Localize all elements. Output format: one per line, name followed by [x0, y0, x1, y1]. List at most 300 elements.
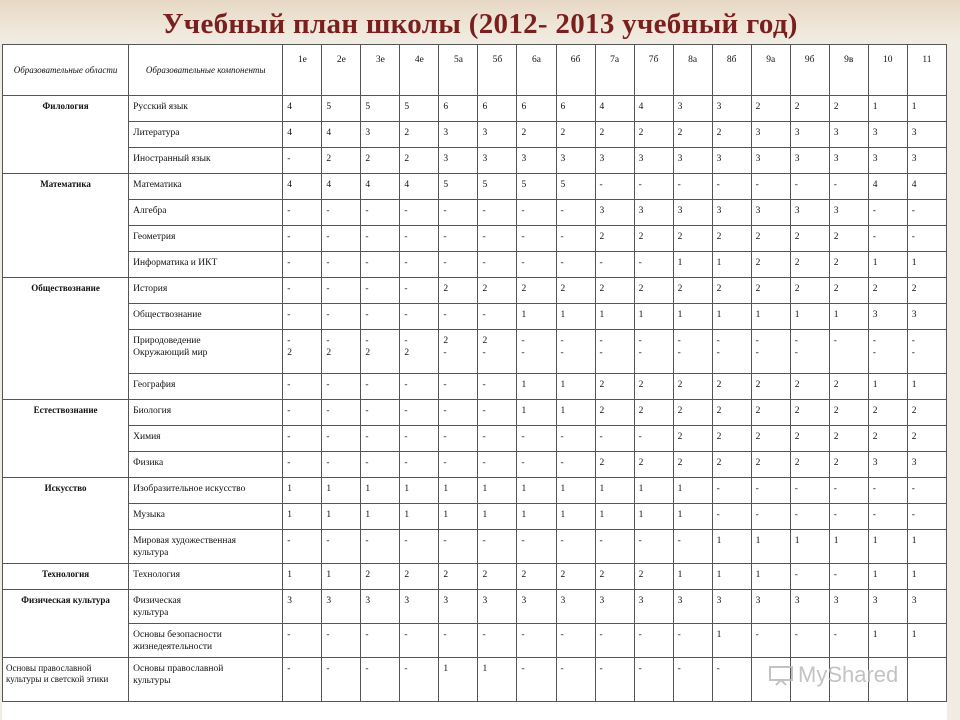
- hours-cell: -: [322, 530, 361, 564]
- hours-cell: 1: [439, 478, 478, 504]
- hours-cell: -: [283, 304, 322, 330]
- hours-cell: 3: [634, 590, 673, 624]
- hours-cell: -: [712, 504, 751, 530]
- header-grade: 7б: [634, 45, 673, 96]
- hours-cell: 1: [829, 304, 868, 330]
- hours-cell: -: [283, 400, 322, 426]
- hours-cell: 1: [673, 252, 712, 278]
- hours-cell: 1: [907, 96, 946, 122]
- hours-cell: 2: [751, 252, 790, 278]
- table-row: [3, 452, 947, 478]
- hours-cell: -: [517, 226, 556, 252]
- hours-cell: 3: [790, 200, 829, 226]
- hours-cell: 3: [868, 304, 907, 330]
- hours-cell: -: [556, 226, 595, 252]
- hours-cell: -: [478, 426, 517, 452]
- hours-cell: 2: [478, 564, 517, 590]
- watermark-text: MyShared: [798, 662, 899, 687]
- presentation-icon: [768, 664, 794, 686]
- header-grade: 1е: [283, 45, 322, 96]
- hours-cell: -: [322, 304, 361, 330]
- hours-cell: -: [322, 278, 361, 304]
- hours-cell: -: [478, 200, 517, 226]
- hours-cell: -: [361, 400, 400, 426]
- hours-cell: 3: [556, 590, 595, 624]
- hours-cell: 2: [712, 426, 751, 452]
- hours-cell: 1: [517, 374, 556, 400]
- header-grade: 2е: [322, 45, 361, 96]
- hours-cell: 3: [868, 452, 907, 478]
- hours-cell: 3: [790, 590, 829, 624]
- hours-cell: 2: [556, 564, 595, 590]
- hours-cell: -: [283, 278, 322, 304]
- hours-cell: 1: [712, 530, 751, 564]
- hours-cell: -: [283, 426, 322, 452]
- hours-cell: -: [439, 252, 478, 278]
- hours-cell: -: [478, 252, 517, 278]
- hours-cell: 1: [517, 400, 556, 426]
- hours-cell: 1: [868, 564, 907, 590]
- hours-cell: -: [361, 426, 400, 452]
- hours-cell: 1: [673, 304, 712, 330]
- hours-cell: 3: [517, 148, 556, 174]
- hours-cell: 2: [556, 122, 595, 148]
- hours-cell: 3: [829, 200, 868, 226]
- hours-cell: 3: [829, 122, 868, 148]
- header-grade: 3е: [361, 45, 400, 96]
- hours-cell: 2: [595, 122, 634, 148]
- hours-cell: -: [400, 400, 439, 426]
- hours-cell: -: [283, 624, 322, 658]
- hours-cell: 2: [751, 226, 790, 252]
- table-row: [3, 478, 947, 504]
- hours-cell: 5: [556, 174, 595, 200]
- hours-cell: 3: [556, 148, 595, 174]
- hours-cell: -: [439, 304, 478, 330]
- hours-cell: 3: [478, 148, 517, 174]
- hours-cell: -: [400, 374, 439, 400]
- table-row: [3, 374, 947, 400]
- table-row: [3, 530, 947, 564]
- table-row: [3, 504, 947, 530]
- component-cell: Физическая культура: [129, 590, 283, 624]
- hours-cell: -: [517, 624, 556, 658]
- hours-cell: 1: [868, 374, 907, 400]
- header-grade: 9а: [751, 45, 790, 96]
- hours-cell: -: [283, 374, 322, 400]
- hours-cell: - -: [556, 330, 595, 374]
- hours-cell: -: [361, 658, 400, 702]
- hours-cell: 2: [712, 278, 751, 304]
- watermark: [768, 658, 938, 692]
- hours-cell: 2: [829, 226, 868, 252]
- hours-cell: 3: [517, 590, 556, 624]
- hours-cell: -: [400, 452, 439, 478]
- hours-cell: -: [790, 624, 829, 658]
- hours-cell: -: [400, 530, 439, 564]
- hours-cell: 2: [634, 122, 673, 148]
- component-cell: Основы безопасности жизнедеятельности: [129, 624, 283, 658]
- hours-cell: 3: [751, 148, 790, 174]
- hours-cell: 2 -: [478, 330, 517, 374]
- hours-cell: 5: [517, 174, 556, 200]
- component-cell: Алгебра: [129, 200, 283, 226]
- hours-cell: 2: [634, 452, 673, 478]
- hours-cell: 1: [673, 564, 712, 590]
- hours-cell: -: [790, 564, 829, 590]
- hours-cell: 2: [829, 400, 868, 426]
- hours-cell: 1: [322, 478, 361, 504]
- hours-cell: 3: [634, 148, 673, 174]
- hours-cell: -: [751, 174, 790, 200]
- hours-cell: -: [712, 658, 751, 702]
- hours-cell: 1: [595, 478, 634, 504]
- hours-cell: -: [361, 200, 400, 226]
- hours-cell: -: [517, 252, 556, 278]
- hours-cell: 1: [283, 564, 322, 590]
- hours-cell: 2: [634, 278, 673, 304]
- table-row: [3, 590, 947, 624]
- hours-cell: -: [907, 226, 946, 252]
- hours-cell: -: [556, 624, 595, 658]
- hours-cell: - -: [751, 330, 790, 374]
- hours-cell: 2: [751, 96, 790, 122]
- hours-cell: 3: [751, 590, 790, 624]
- hours-cell: -: [361, 374, 400, 400]
- hours-cell: -: [634, 252, 673, 278]
- header-grade: 8б: [712, 45, 751, 96]
- hours-cell: 2: [634, 226, 673, 252]
- hours-cell: -: [829, 504, 868, 530]
- hours-cell: 3: [790, 122, 829, 148]
- hours-cell: 2: [361, 564, 400, 590]
- hours-cell: 3: [712, 96, 751, 122]
- hours-cell: 2: [673, 122, 712, 148]
- hours-cell: 1: [868, 530, 907, 564]
- table-row: [3, 426, 947, 452]
- hours-cell: -: [361, 304, 400, 330]
- hours-cell: -: [283, 252, 322, 278]
- hours-cell: 5: [439, 174, 478, 200]
- hours-cell: -: [478, 226, 517, 252]
- hours-cell: -: [478, 304, 517, 330]
- hours-cell: 4: [400, 174, 439, 200]
- hours-cell: -: [322, 426, 361, 452]
- hours-cell: 2: [595, 452, 634, 478]
- area-cell: Филология: [3, 96, 129, 174]
- hours-cell: 1: [478, 658, 517, 702]
- hours-cell: -: [439, 400, 478, 426]
- header-grade: 5а: [439, 45, 478, 96]
- table-row: [3, 624, 947, 658]
- hours-cell: 2: [595, 226, 634, 252]
- hours-cell: 1: [283, 478, 322, 504]
- hours-cell: 2: [400, 148, 439, 174]
- hours-cell: - 2: [361, 330, 400, 374]
- hours-cell: - -: [634, 330, 673, 374]
- hours-cell: 4: [283, 122, 322, 148]
- hours-cell: 1: [868, 624, 907, 658]
- area-cell: Математика: [3, 174, 129, 278]
- hours-cell: -: [634, 530, 673, 564]
- hours-cell: 6: [439, 96, 478, 122]
- hours-cell: 3: [712, 200, 751, 226]
- hours-cell: 1: [829, 530, 868, 564]
- component-cell: Физика: [129, 452, 283, 478]
- hours-cell: 2: [907, 278, 946, 304]
- hours-cell: 2: [868, 278, 907, 304]
- hours-cell: -: [829, 478, 868, 504]
- hours-cell: 3: [829, 590, 868, 624]
- header-grade: 6б: [556, 45, 595, 96]
- hours-cell: 2: [400, 122, 439, 148]
- hours-cell: -: [595, 174, 634, 200]
- hours-cell: -: [907, 478, 946, 504]
- hours-cell: 4: [907, 174, 946, 200]
- header-grade: 9б: [790, 45, 829, 96]
- hours-cell: 2: [712, 452, 751, 478]
- hours-cell: -: [634, 174, 673, 200]
- hours-cell: -: [751, 624, 790, 658]
- hours-cell: 1: [322, 504, 361, 530]
- hours-cell: 4: [283, 96, 322, 122]
- hours-cell: 5: [478, 174, 517, 200]
- hours-cell: -: [556, 530, 595, 564]
- hours-cell: 2: [751, 374, 790, 400]
- header-grade: 6а: [517, 45, 556, 96]
- hours-cell: 2: [790, 96, 829, 122]
- hours-cell: -: [634, 658, 673, 702]
- hours-cell: -: [361, 226, 400, 252]
- hours-cell: 3: [751, 122, 790, 148]
- hours-cell: - -: [907, 330, 946, 374]
- header-grade: 4е: [400, 45, 439, 96]
- hours-cell: 2: [595, 400, 634, 426]
- hours-cell: -: [283, 226, 322, 252]
- hours-cell: 1: [634, 304, 673, 330]
- area-cell: Обществознание: [3, 278, 129, 400]
- hours-cell: -: [400, 426, 439, 452]
- component-cell: Математика: [129, 174, 283, 200]
- hours-cell: -: [595, 624, 634, 658]
- hours-cell: - 2: [283, 330, 322, 374]
- hours-cell: 1: [478, 504, 517, 530]
- hours-cell: 1: [907, 624, 946, 658]
- hours-cell: -: [283, 452, 322, 478]
- hours-cell: 1: [517, 504, 556, 530]
- hours-cell: -: [322, 374, 361, 400]
- hours-cell: 2: [751, 452, 790, 478]
- component-cell: Основы православной культуры: [129, 658, 283, 702]
- hours-cell: -: [868, 504, 907, 530]
- hours-cell: 1: [712, 304, 751, 330]
- hours-cell: 1: [478, 478, 517, 504]
- hours-cell: 1: [439, 658, 478, 702]
- table-row: [3, 564, 947, 590]
- hours-cell: 1: [673, 504, 712, 530]
- component-cell: География: [129, 374, 283, 400]
- hours-cell: 1: [556, 400, 595, 426]
- hours-cell: 3: [478, 122, 517, 148]
- hours-cell: -: [517, 452, 556, 478]
- table-row: [3, 226, 947, 252]
- hours-cell: 3: [595, 148, 634, 174]
- hours-cell: 1: [868, 252, 907, 278]
- table-row: [3, 200, 947, 226]
- hours-cell: 3: [868, 122, 907, 148]
- hours-cell: 3: [907, 590, 946, 624]
- hours-cell: 4: [595, 96, 634, 122]
- component-cell: Обществознание: [129, 304, 283, 330]
- hours-cell: 2: [634, 400, 673, 426]
- hours-cell: 2: [829, 426, 868, 452]
- hours-cell: 2: [868, 400, 907, 426]
- hours-cell: 2: [595, 374, 634, 400]
- hours-cell: -: [361, 452, 400, 478]
- hours-cell: 2: [517, 278, 556, 304]
- hours-cell: 3: [829, 148, 868, 174]
- hours-cell: 1: [595, 304, 634, 330]
- hours-cell: -: [478, 400, 517, 426]
- hours-cell: 3: [361, 122, 400, 148]
- hours-cell: - 2: [322, 330, 361, 374]
- hours-cell: 2: [790, 374, 829, 400]
- hours-cell: 2: [517, 122, 556, 148]
- hours-cell: -: [400, 624, 439, 658]
- hours-cell: -: [478, 452, 517, 478]
- hours-cell: -: [595, 530, 634, 564]
- hours-cell: 2: [829, 252, 868, 278]
- component-cell: Литература: [129, 122, 283, 148]
- table-row: [3, 400, 947, 426]
- hours-cell: -: [634, 426, 673, 452]
- hours-cell: 2: [595, 278, 634, 304]
- hours-cell: 3: [868, 590, 907, 624]
- hours-cell: 3: [673, 200, 712, 226]
- table-row: [3, 252, 947, 278]
- hours-cell: - 2: [400, 330, 439, 374]
- header-grade: 11: [907, 45, 946, 96]
- hours-cell: 3: [439, 122, 478, 148]
- hours-cell: 3: [634, 200, 673, 226]
- hours-cell: -: [595, 658, 634, 702]
- hours-cell: -: [556, 200, 595, 226]
- hours-cell: 1: [634, 478, 673, 504]
- hours-cell: 2: [595, 564, 634, 590]
- hours-cell: -: [595, 252, 634, 278]
- hours-cell: 1: [907, 374, 946, 400]
- hours-cell: 4: [868, 174, 907, 200]
- hours-cell: 2: [361, 148, 400, 174]
- hours-cell: -: [556, 426, 595, 452]
- area-cell: Физическая культура: [3, 590, 129, 658]
- hours-cell: 3: [907, 452, 946, 478]
- hours-cell: 2: [829, 452, 868, 478]
- hours-cell: -: [556, 658, 595, 702]
- hours-cell: 4: [283, 174, 322, 200]
- hours-cell: 1: [517, 304, 556, 330]
- hours-cell: 1: [673, 478, 712, 504]
- hours-cell: 3: [907, 304, 946, 330]
- hours-cell: -: [868, 226, 907, 252]
- hours-cell: 1: [556, 504, 595, 530]
- hours-cell: -: [400, 226, 439, 252]
- hours-cell: 3: [673, 148, 712, 174]
- hours-cell: 1: [634, 504, 673, 530]
- hours-cell: 2: [907, 400, 946, 426]
- component-cell: Биология: [129, 400, 283, 426]
- table-row: [3, 96, 947, 122]
- hours-cell: 2: [790, 400, 829, 426]
- hours-cell: 1: [283, 504, 322, 530]
- area-cell: Технология: [3, 564, 129, 590]
- hours-cell: 5: [361, 96, 400, 122]
- hours-cell: 2: [790, 226, 829, 252]
- hours-cell: -: [517, 530, 556, 564]
- hours-cell: 3: [283, 590, 322, 624]
- hours-cell: 3: [595, 200, 634, 226]
- hours-cell: 2: [712, 226, 751, 252]
- hours-cell: 3: [673, 96, 712, 122]
- hours-cell: - -: [673, 330, 712, 374]
- component-cell: Изобразительное искусство: [129, 478, 283, 504]
- hours-cell: 1: [400, 504, 439, 530]
- hours-cell: -: [556, 252, 595, 278]
- hours-cell: -: [361, 278, 400, 304]
- hours-cell: 2: [673, 226, 712, 252]
- hours-cell: -: [322, 252, 361, 278]
- hours-cell: -: [517, 426, 556, 452]
- header-component: Образовательные компоненты: [129, 45, 283, 96]
- hours-cell: -: [829, 174, 868, 200]
- table-row: [3, 278, 947, 304]
- hours-cell: 2: [634, 374, 673, 400]
- hours-cell: -: [517, 658, 556, 702]
- table-row: [3, 148, 947, 174]
- hours-cell: 1: [751, 530, 790, 564]
- hours-cell: -: [400, 278, 439, 304]
- hours-cell: -: [322, 200, 361, 226]
- hours-cell: -: [322, 226, 361, 252]
- hours-cell: 3: [595, 590, 634, 624]
- hours-cell: 2: [439, 564, 478, 590]
- hours-cell: 2: [868, 426, 907, 452]
- hours-cell: -: [829, 330, 868, 374]
- hours-cell: 1: [595, 504, 634, 530]
- hours-cell: -: [400, 304, 439, 330]
- header-grade: 5б: [478, 45, 517, 96]
- hours-cell: -: [907, 504, 946, 530]
- hours-cell: -: [829, 564, 868, 590]
- component-cell: Природоведение Окружающий мир: [129, 330, 283, 374]
- hours-cell: -: [439, 374, 478, 400]
- hours-cell: 2: [790, 252, 829, 278]
- hours-cell: -: [478, 530, 517, 564]
- hours-cell: 2: [712, 374, 751, 400]
- hours-cell: -: [868, 200, 907, 226]
- hours-cell: 5: [400, 96, 439, 122]
- hours-cell: -: [790, 504, 829, 530]
- hours-cell: 2 -: [439, 330, 478, 374]
- component-cell: Химия: [129, 426, 283, 452]
- component-cell: Иностранный язык: [129, 148, 283, 174]
- hours-cell: -: [907, 200, 946, 226]
- hours-cell: 1: [556, 304, 595, 330]
- hours-cell: -: [400, 200, 439, 226]
- hours-cell: -: [751, 504, 790, 530]
- hours-cell: 3: [907, 148, 946, 174]
- hours-cell: -: [439, 624, 478, 658]
